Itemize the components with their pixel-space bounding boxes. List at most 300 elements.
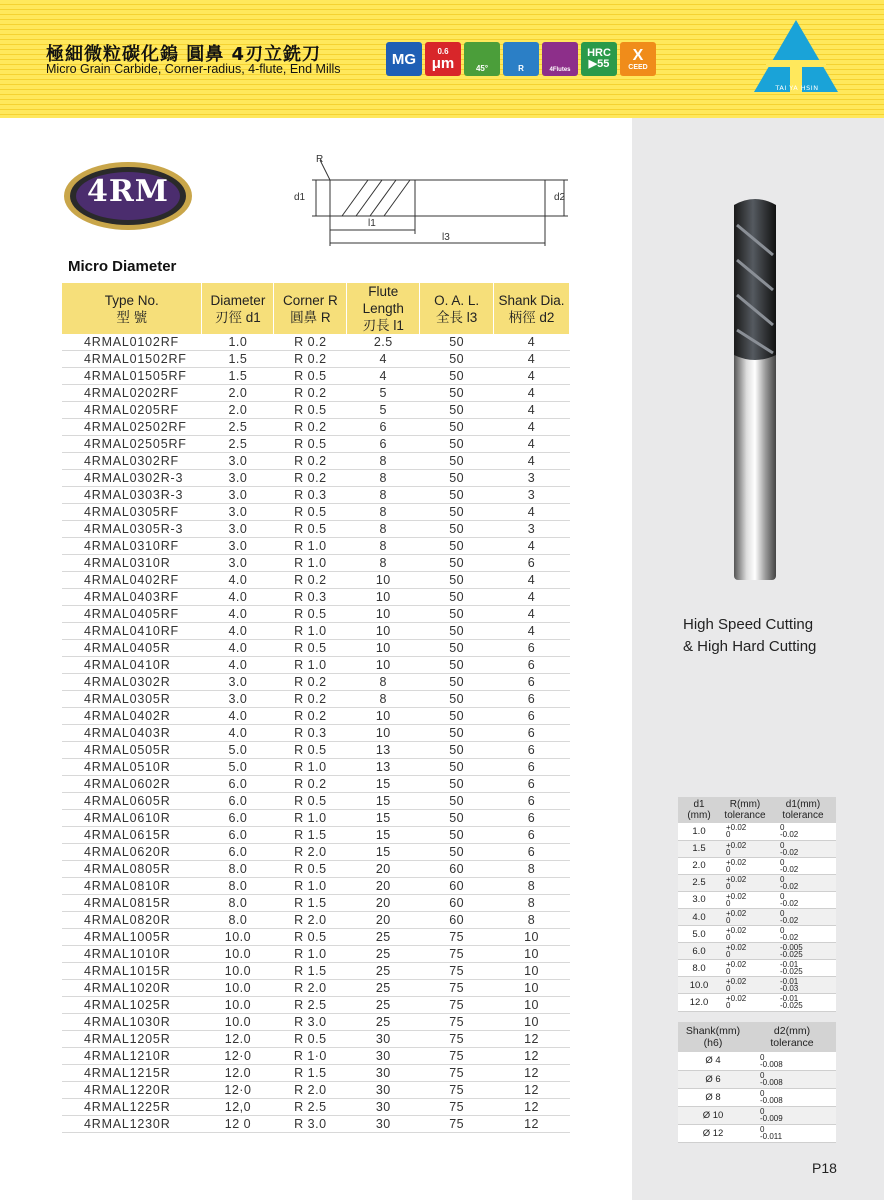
cell-type-no: 4RMAL1215R [62, 1065, 202, 1082]
cell-flute-length: 15 [347, 844, 420, 861]
table-row [62, 861, 570, 878]
cell-diameter: 3.0 [202, 504, 274, 521]
shank-tolerance: 0 -0.008 [748, 1052, 836, 1070]
cell-flute-length: 25 [347, 946, 420, 963]
cell-corner-r: R 0.5 [274, 436, 347, 453]
tol-r: +0.02 0 [720, 840, 770, 857]
cell-flute-length: 20 [347, 861, 420, 878]
cell-type-no: 4RMAL0410R [62, 657, 202, 674]
cell-type-no: 4RMAL0615R [62, 827, 202, 844]
table-row [62, 742, 570, 759]
cell-shank-dia: 10 [494, 1014, 570, 1031]
cell-shank-dia: 8 [494, 912, 570, 929]
shank-tolerance: 0 -0.009 [748, 1106, 836, 1124]
cell-oal: 50 [420, 351, 494, 368]
cell-diameter: 3.0 [202, 470, 274, 487]
cell-corner-r: R 0.5 [274, 402, 347, 419]
cell-oal: 50 [420, 419, 494, 436]
cell-shank-dia: 10 [494, 946, 570, 963]
cell-oal: 75 [420, 929, 494, 946]
cell-shank-dia: 6 [494, 759, 570, 776]
cell-type-no: 4RMAL1220R [62, 1082, 202, 1099]
cell-flute-length: 10 [347, 725, 420, 742]
cell-diameter: 12·0 [202, 1048, 274, 1065]
cell-flute-length: 8 [347, 521, 420, 538]
tol-r: +0.02 0 [720, 960, 770, 977]
shank-tolerance: 0 -0.011 [748, 1124, 836, 1142]
tol-r: +0.02 0 [720, 908, 770, 925]
cell-type-no: 4RMAL0820R [62, 912, 202, 929]
tolerance-row [678, 891, 836, 908]
cell-corner-r: R 0.2 [274, 453, 347, 470]
cell-corner-r: R 0.2 [274, 776, 347, 793]
end-mill-drawing [290, 150, 580, 250]
cell-flute-length: 8 [347, 487, 420, 504]
table-row [62, 878, 570, 895]
cell-flute-length: 2.5 [347, 334, 420, 351]
table-row [62, 453, 570, 470]
tolerance-row [678, 943, 836, 960]
tol-d1-range: -0.01 -0.03 [770, 977, 836, 994]
cell-oal: 75 [420, 1082, 494, 1099]
cell-corner-r: R 0.5 [274, 793, 347, 810]
table-row [62, 572, 570, 589]
table-row [62, 606, 570, 623]
cell-diameter: 10.0 [202, 980, 274, 997]
corner-radius-badge: R [503, 42, 539, 76]
cell-oal: 50 [420, 572, 494, 589]
cell-shank-dia: 6 [494, 674, 570, 691]
tol-r: +0.02 0 [720, 857, 770, 874]
header-type-no: Type No. 型 號 [62, 283, 202, 334]
cell-type-no: 4RMAL0815R [62, 895, 202, 912]
cell-corner-r: R 2.5 [274, 1099, 347, 1116]
cell-diameter: 2.5 [202, 436, 274, 453]
cell-type-no: 4RMAL0510R [62, 759, 202, 776]
cell-corner-r: R 0.2 [274, 470, 347, 487]
cell-shank-dia: 12 [494, 1065, 570, 1082]
cell-corner-r: R 0.3 [274, 487, 347, 504]
tol-header-d1: d1 (mm) [678, 797, 720, 823]
cell-type-no: 4RMAL1010R [62, 946, 202, 963]
cell-corner-r: R 0.5 [274, 861, 347, 878]
cell-flute-length: 10 [347, 589, 420, 606]
cell-flute-length: 5 [347, 385, 420, 402]
table-row [62, 487, 570, 504]
cell-shank-dia: 4 [494, 606, 570, 623]
table-row [62, 691, 570, 708]
tolerance-row [678, 874, 836, 891]
cell-flute-length: 15 [347, 827, 420, 844]
tol-d1: 1.5 [678, 840, 720, 857]
cell-oal: 50 [420, 555, 494, 572]
table-row [62, 334, 570, 351]
cell-shank-dia: 6 [494, 793, 570, 810]
cell-diameter: 6.0 [202, 827, 274, 844]
table-row [62, 946, 570, 963]
cell-oal: 60 [420, 861, 494, 878]
table-row [62, 538, 570, 555]
header-shank-dia: Shank Dia. 柄徑 d2 [494, 283, 570, 334]
table-row [62, 368, 570, 385]
cell-corner-r: R 0.5 [274, 521, 347, 538]
shank-size: Ø 12 [678, 1124, 748, 1142]
table-row [62, 1048, 570, 1065]
cell-corner-r: R 1.0 [274, 810, 347, 827]
cell-shank-dia: 6 [494, 742, 570, 759]
cell-oal: 50 [420, 827, 494, 844]
cell-type-no: 4RMAL1015R [62, 963, 202, 980]
tolerance-header-row [678, 797, 836, 823]
cell-type-no: 4RMAL1205R [62, 1031, 202, 1048]
table-row [62, 980, 570, 997]
cell-flute-length: 15 [347, 776, 420, 793]
cell-shank-dia: 4 [494, 453, 570, 470]
cell-oal: 50 [420, 470, 494, 487]
cell-oal: 50 [420, 504, 494, 521]
table-row [62, 844, 570, 861]
cell-diameter: 5.0 [202, 742, 274, 759]
cell-flute-length: 8 [347, 674, 420, 691]
cell-corner-r: R 1.5 [274, 963, 347, 980]
cell-shank-dia: 4 [494, 351, 570, 368]
cell-flute-length: 8 [347, 470, 420, 487]
cell-diameter: 2.0 [202, 402, 274, 419]
tol-header-d1-tol: d1(mm) tolerance [770, 797, 836, 823]
cell-corner-r: R 0.2 [274, 691, 347, 708]
cell-flute-length: 8 [347, 538, 420, 555]
diagram-label-l3: l3 [442, 232, 450, 243]
cell-shank-dia: 4 [494, 419, 570, 436]
cell-flute-length: 5 [347, 402, 420, 419]
cell-shank-dia: 6 [494, 691, 570, 708]
cell-corner-r: R 0.2 [274, 351, 347, 368]
cell-corner-r: R 0.5 [274, 929, 347, 946]
table-row [62, 385, 570, 402]
cell-corner-r: R 1.0 [274, 657, 347, 674]
cell-shank-dia: 6 [494, 725, 570, 742]
table-row [62, 470, 570, 487]
cell-oal: 75 [420, 997, 494, 1014]
table-row [62, 657, 570, 674]
hrc-badge: HRC ▶55 [581, 42, 617, 76]
cell-flute-length: 25 [347, 963, 420, 980]
cell-flute-length: 13 [347, 742, 420, 759]
diagram-label-d2: d2 [554, 192, 566, 203]
tol-d1: 12.0 [678, 994, 720, 1011]
caption-line-1: High Speed Cutting [683, 616, 814, 633]
cell-corner-r: R 0.2 [274, 572, 347, 589]
cell-oal: 50 [420, 623, 494, 640]
tolerance-row [678, 823, 836, 840]
cell-type-no: 4RMAL0305R [62, 691, 202, 708]
cell-oal: 60 [420, 912, 494, 929]
cell-type-no: 4RMAL0405R [62, 640, 202, 657]
cell-shank-dia: 3 [494, 521, 570, 538]
tol-header-r: R(mm) tolerance [720, 797, 770, 823]
cell-oal: 50 [420, 742, 494, 759]
tol-d1: 10.0 [678, 977, 720, 994]
cell-corner-r: R 0.2 [274, 674, 347, 691]
cell-corner-r: R 1.0 [274, 946, 347, 963]
cell-oal: 50 [420, 521, 494, 538]
tolerance-row [678, 994, 836, 1011]
table-row [62, 759, 570, 776]
cell-diameter: 6.0 [202, 793, 274, 810]
cell-corner-r: R 1·0 [274, 1048, 347, 1065]
cell-oal: 75 [420, 1116, 494, 1133]
cell-flute-length: 15 [347, 810, 420, 827]
table-row [62, 1065, 570, 1082]
cell-diameter: 8.0 [202, 878, 274, 895]
table-row [62, 589, 570, 606]
cell-oal: 50 [420, 453, 494, 470]
cell-diameter: 10.0 [202, 946, 274, 963]
cell-diameter: 1.5 [202, 351, 274, 368]
table-row [62, 929, 570, 946]
cell-shank-dia: 6 [494, 810, 570, 827]
tolerance-row [678, 977, 836, 994]
cell-oal: 50 [420, 402, 494, 419]
cell-corner-r: R 2.0 [274, 980, 347, 997]
table-row [62, 793, 570, 810]
cell-type-no: 4RMAL0303R-3 [62, 487, 202, 504]
cell-diameter: 12,0 [202, 1099, 274, 1116]
cell-flute-length: 30 [347, 1065, 420, 1082]
shank-row [678, 1070, 836, 1088]
table-header-row [62, 283, 570, 334]
end-mill-photo [725, 185, 785, 585]
cell-oal: 50 [420, 708, 494, 725]
cell-type-no: 4RMAL1210R [62, 1048, 202, 1065]
tol-d1-range: 0 -0.02 [770, 926, 836, 943]
cell-type-no: 4RMAL0402R [62, 708, 202, 725]
tol-r: +0.02 0 [720, 926, 770, 943]
cell-diameter: 2.0 [202, 385, 274, 402]
cell-diameter: 3.0 [202, 555, 274, 572]
tol-d1-range: 0 -0.02 [770, 874, 836, 891]
tol-d1-range: 0 -0.02 [770, 891, 836, 908]
cell-corner-r: R 2.5 [274, 997, 347, 1014]
cell-type-no: 4RMAL0810R [62, 878, 202, 895]
cell-type-no: 4RMAL0403R [62, 725, 202, 742]
cell-flute-length: 10 [347, 657, 420, 674]
cell-diameter: 12·0 [202, 1082, 274, 1099]
cell-type-no: 4RMAL0302RF [62, 453, 202, 470]
cell-corner-r: R 0.5 [274, 1031, 347, 1048]
tol-d1-range: -0.005 -0.025 [770, 943, 836, 960]
cell-type-no: 4RMAL0610R [62, 810, 202, 827]
cell-shank-dia: 6 [494, 827, 570, 844]
cell-corner-r: R 2.0 [274, 912, 347, 929]
cell-shank-dia: 4 [494, 589, 570, 606]
cell-flute-length: 30 [347, 1099, 420, 1116]
cell-shank-dia: 4 [494, 385, 570, 402]
shank-row [678, 1124, 836, 1142]
table-row [62, 810, 570, 827]
cell-oal: 50 [420, 674, 494, 691]
cell-type-no: 4RMAL0302R [62, 674, 202, 691]
tol-d1: 4.0 [678, 908, 720, 925]
cell-corner-r: R 1.0 [274, 623, 347, 640]
tool-dimension-diagram [290, 150, 580, 250]
cell-corner-r: R 0.5 [274, 504, 347, 521]
cell-oal: 60 [420, 878, 494, 895]
cell-flute-length: 20 [347, 895, 420, 912]
shank-tolerance-table [678, 1022, 836, 1143]
cell-shank-dia: 4 [494, 538, 570, 555]
table-row [62, 402, 570, 419]
tol-d1: 2.0 [678, 857, 720, 874]
cell-diameter: 4.0 [202, 572, 274, 589]
cell-diameter: 4.0 [202, 589, 274, 606]
cell-shank-dia: 4 [494, 436, 570, 453]
cell-shank-dia: 6 [494, 640, 570, 657]
cell-diameter: 6.0 [202, 776, 274, 793]
header-banner [0, 0, 884, 118]
cell-flute-length: 25 [347, 1014, 420, 1031]
page-number: P18 [812, 1160, 837, 1176]
cell-flute-length: 30 [347, 1031, 420, 1048]
feature-badges [386, 42, 656, 76]
cell-shank-dia: 8 [494, 895, 570, 912]
cell-flute-length: 8 [347, 453, 420, 470]
page-title-zh: 極細微粒碳化鎢 圓鼻 4刃立銑刀 [46, 44, 322, 65]
tol-r: +0.02 0 [720, 977, 770, 994]
table-row [62, 708, 570, 725]
table-row [62, 1014, 570, 1031]
cell-flute-length: 30 [347, 1082, 420, 1099]
table-row [62, 674, 570, 691]
caption-line-2: & High Hard Cutting [683, 638, 817, 655]
emblem-label: 4RM [86, 174, 169, 209]
tol-d1: 2.5 [678, 874, 720, 891]
cell-flute-length: 25 [347, 997, 420, 1014]
tolerance-row [678, 840, 836, 857]
cell-diameter: 1.0 [202, 334, 274, 351]
company-logo-text: TAI YA HSIN [775, 84, 819, 92]
tol-d1-range: 0 -0.02 [770, 908, 836, 925]
cell-oal: 50 [420, 334, 494, 351]
cell-diameter: 4.0 [202, 640, 274, 657]
shank-tolerance: 0 -0.008 [748, 1070, 836, 1088]
cell-flute-length: 20 [347, 878, 420, 895]
cell-shank-dia: 3 [494, 487, 570, 504]
cell-oal: 50 [420, 691, 494, 708]
cell-shank-dia: 6 [494, 844, 570, 861]
cell-shank-dia: 10 [494, 929, 570, 946]
cell-oal: 75 [420, 1048, 494, 1065]
tol-d1-range: -0.01 -0.025 [770, 960, 836, 977]
table-row [62, 912, 570, 929]
cell-flute-length: 10 [347, 708, 420, 725]
cell-corner-r: R 0.2 [274, 419, 347, 436]
cell-corner-r: R 2.0 [274, 1082, 347, 1099]
header-corner-r: Corner R 圓鼻 R [274, 283, 347, 334]
table-row [62, 504, 570, 521]
cell-flute-length: 10 [347, 623, 420, 640]
cell-flute-length: 20 [347, 912, 420, 929]
cell-shank-dia: 3 [494, 470, 570, 487]
cell-oal: 75 [420, 1065, 494, 1082]
table-row [62, 1116, 570, 1133]
cell-diameter: 4.0 [202, 708, 274, 725]
cell-diameter: 8.0 [202, 861, 274, 878]
cell-shank-dia: 8 [494, 878, 570, 895]
cell-type-no: 4RMAL02505RF [62, 436, 202, 453]
cell-shank-dia: 6 [494, 555, 570, 572]
diagram-label-r: R [316, 154, 324, 165]
cell-type-no: 4RMAL0505R [62, 742, 202, 759]
cell-diameter: 3.0 [202, 487, 274, 504]
cell-diameter: 3.0 [202, 674, 274, 691]
cell-corner-r: R 1.5 [274, 827, 347, 844]
tolerance-row [678, 926, 836, 943]
cell-diameter: 12.0 [202, 1031, 274, 1048]
cell-shank-dia: 12 [494, 1116, 570, 1133]
cell-flute-length: 13 [347, 759, 420, 776]
cell-shank-dia: 10 [494, 997, 570, 1014]
cell-flute-length: 8 [347, 691, 420, 708]
cell-shank-dia: 4 [494, 572, 570, 589]
tol-r: +0.02 0 [720, 823, 770, 840]
cell-shank-dia: 4 [494, 334, 570, 351]
cell-corner-r: R 0.2 [274, 385, 347, 402]
cell-corner-r: R 1.5 [274, 1065, 347, 1082]
table-row [62, 351, 570, 368]
tol-r: +0.02 0 [720, 891, 770, 908]
cell-corner-r: R 3.0 [274, 1014, 347, 1031]
cell-oal: 50 [420, 657, 494, 674]
cell-type-no: 4RMAL0310RF [62, 538, 202, 555]
diagram-label-l1: l1 [368, 218, 376, 229]
shank-size: Ø 6 [678, 1070, 748, 1088]
table-row [62, 827, 570, 844]
cell-diameter: 12 0 [202, 1116, 274, 1133]
cell-flute-length: 30 [347, 1048, 420, 1065]
tol-d1: 6.0 [678, 943, 720, 960]
header-flute-length: Flute Length 刃長 l1 [347, 283, 420, 334]
tol-d1-range: 0 -0.02 [770, 823, 836, 840]
diagram-label-d1: d1 [294, 192, 306, 203]
cell-flute-length: 10 [347, 640, 420, 657]
tol-d1: 5.0 [678, 926, 720, 943]
table-row [62, 436, 570, 453]
cell-flute-length: 10 [347, 572, 420, 589]
cell-oal: 50 [420, 385, 494, 402]
cell-shank-dia: 10 [494, 980, 570, 997]
cell-type-no: 4RMAL0403RF [62, 589, 202, 606]
shank-size: Ø 8 [678, 1088, 748, 1106]
cell-oal: 50 [420, 487, 494, 504]
cell-diameter: 4.0 [202, 657, 274, 674]
cell-oal: 50 [420, 844, 494, 861]
cell-type-no: 4RMAL02502RF [62, 419, 202, 436]
cell-shank-dia: 12 [494, 1099, 570, 1116]
cell-flute-length: 10 [347, 606, 420, 623]
helix-45-badge: 45° [464, 42, 500, 76]
cell-corner-r: R 1.0 [274, 555, 347, 572]
cell-diameter: 5.0 [202, 759, 274, 776]
cell-flute-length: 8 [347, 504, 420, 521]
section-title: Micro Diameter [68, 258, 177, 275]
cell-shank-dia: 12 [494, 1048, 570, 1065]
shank-row [678, 1052, 836, 1070]
mg-badge: MG [386, 42, 422, 76]
cell-corner-r: R 1.0 [274, 759, 347, 776]
cutting-caption [683, 614, 816, 658]
cell-corner-r: R 0.5 [274, 640, 347, 657]
